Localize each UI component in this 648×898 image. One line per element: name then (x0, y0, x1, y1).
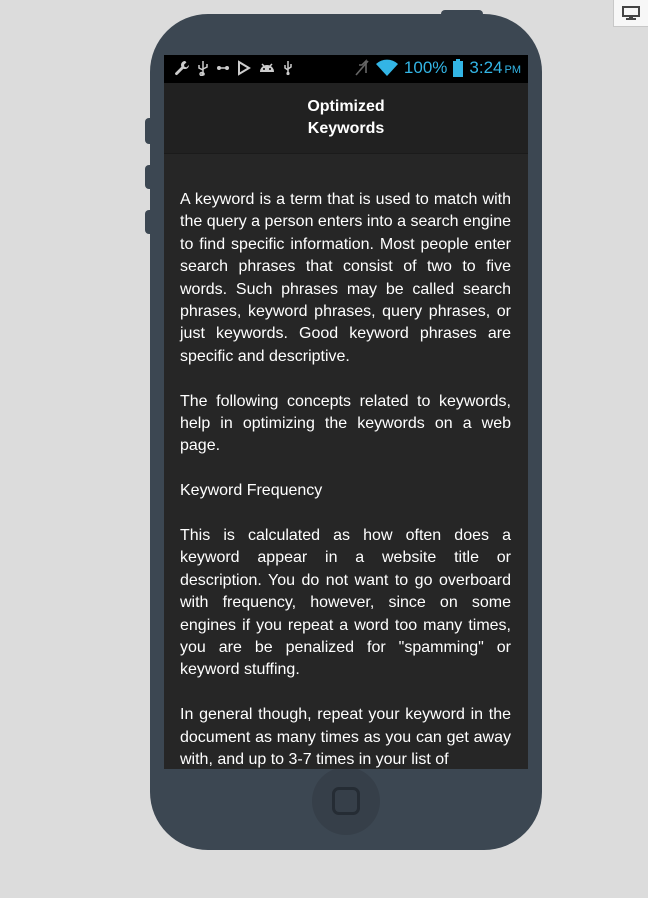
phone-screen (164, 55, 528, 769)
page-title: Optimized Keywords (307, 98, 385, 137)
paragraph: A keyword is a term that is used to match with the query a person enters into a search engine to find specific information. Most people enter search phrases that consist of two to five words. Such phrases may be called search phrases, keyword phrases, query phrases, or just keywords. Good keyword phrases are specific and descriptive. (180, 191, 511, 365)
android-icon (258, 60, 276, 76)
wrench-icon (174, 60, 190, 76)
paragraph: In general though, repeat your keyword in the document as many times as you can get away with, and up to 3-7 times in your list of (180, 706, 511, 769)
desktop-icon (622, 6, 640, 20)
clock-ampm: PM (504, 64, 521, 76)
mute-icon (354, 59, 370, 77)
wifi-icon (376, 59, 398, 77)
battery-percentage: 100% (403, 58, 448, 77)
status-clock (469, 58, 521, 78)
paragraph: This is calculated as how often does a keyword appear in a website title or description. You do not want to go overboard with frequency, however, since on some engines if you repeat a word too many times, you are be penalized for "spamming" or keyword stuffing. (180, 527, 511, 679)
usb-icon (283, 60, 293, 76)
clock-time: 3:24 (469, 58, 503, 77)
home-button[interactable] (312, 767, 380, 835)
section-heading: Keyword Frequency (180, 482, 323, 500)
paragraph: The following concepts related to keywords, help in optimizing the keywords on a web page. (180, 392, 511, 455)
play-store-icon (237, 60, 251, 76)
home-square-icon (332, 787, 360, 815)
desktop-view-button[interactable] (613, 0, 648, 27)
article-content[interactable] (180, 189, 511, 769)
status-bar (164, 55, 528, 83)
battery-icon (453, 59, 463, 77)
usb-debug-icon (216, 60, 230, 76)
app-title-bar (164, 83, 528, 153)
usb-icon (197, 60, 209, 76)
